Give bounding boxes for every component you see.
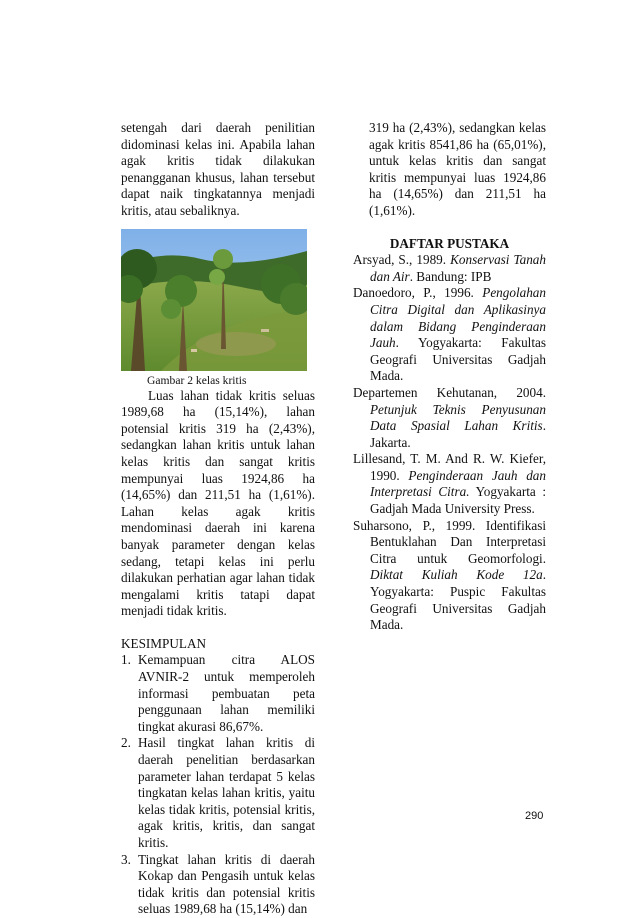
list-item: 2. Hasil tingkat lahan kritis di daerah penelitian berdasarkan parameter lahan terdapat 5 kelas tingkatan kelas lahan kritis, yaitu kelas tidak kritis, potensial kritis, agak kritis, kritis, dan sangat kritis. — [121, 735, 315, 850]
reference-item: Suharsono, P., 1999. Identifikasi Bentuklahan Dan Interpretasi Citra untuk Geomorfologi. Diktat Kuliah Kode 12a. Yogyakarta: Puspic Fakultas Geografi Universitas Gadjah Mada. — [353, 517, 546, 633]
paragraph-intro: setengah dari daerah penilitian didominasi kelas ini. Apabila lahan agak kritis tidak dilakukan penangganan khusus, lahan tersebut dapat naik tingkatannya menjadi kritis, atau sebaliknya. — [121, 120, 315, 218]
left-column — [121, 120, 315, 918]
landscape-photo — [121, 229, 307, 371]
kesimpulan-heading: KESIMPULAN — [121, 635, 206, 651]
daftar-pustaka-heading: DAFTAR PUSTAKA — [389, 235, 510, 251]
figure-photo-kelas-kritis — [121, 229, 307, 371]
reference-item: Arsyad, S., 1989. Konservasi Tanah dan Air. Bandung: IPB — [353, 252, 546, 284]
reference-item: Lillesand, T. M. And R. W. Kiefer, 1990. Penginderaan Jauh dan Interpretasi Citra. Yogyakarta : Gadjah Mada University Press. — [353, 451, 546, 517]
kesimpulan-list — [121, 652, 315, 918]
paragraph-continuation: 319 ha (2,43%), sedangkan kelas agak kritis 8541,86 ha (65,01%), untuk kelas kritis dan sangat kritis mempunyai luas 1924,86 ha (14,65%) dan 211,51 ha (1,61%). — [369, 120, 546, 218]
paragraph-luas-lahan: Luas lahan tidak kritis seluas 1989,68 ha (15,14%), lahan potensial kritis 319 ha (2,43%), sedangkan lahan kritis untuk lahan kelas kritis dan sangat kritis mempunyai luas 1924,86 ha (14,65%) dan 211,51 ha (1,61%). Lahan kelas agak kritis mendominasi daerah ini karena banyak parameter dengan kelas sedang, tetapi kelas ini perlu dilakukan perhatian agar lahan tidak mengalami kritis tatapi dapat menjadi tidak kritis. — [121, 387, 315, 619]
list-item: 3. Tingkat lahan kritis di daerah Kokap dan Pengasih untuk kelas tidak kritis dan potensial kritis seluas 1989,68 ha (15,14%) dan — [121, 851, 315, 917]
reference-item: Danoedoro, P., 1996. Pengolahan Citra Digital dan Aplikasinya dalam Bidang Penginderaan Jauh. Yogyakarta: Fakultas Geografi Universitas Gadjah Mada. — [353, 285, 546, 384]
reference-item: Departemen Kehutanan, 2004. Petunjuk Teknis Penyusunan Data Spasial Lahan Kritis. Jakarta. — [353, 384, 546, 450]
figure-caption: Gambar 2 kelas kritis — [147, 373, 247, 387]
right-column — [353, 120, 546, 634]
reference-list — [353, 252, 546, 634]
page-number: 290 — [525, 810, 544, 822]
list-item: 1. Kemampuan citra ALOS AVNIR-2 untuk memperoleh informasi pembuatan peta penggunaan lahan memiliki tingkat akurasi 86,67%. — [121, 652, 315, 734]
